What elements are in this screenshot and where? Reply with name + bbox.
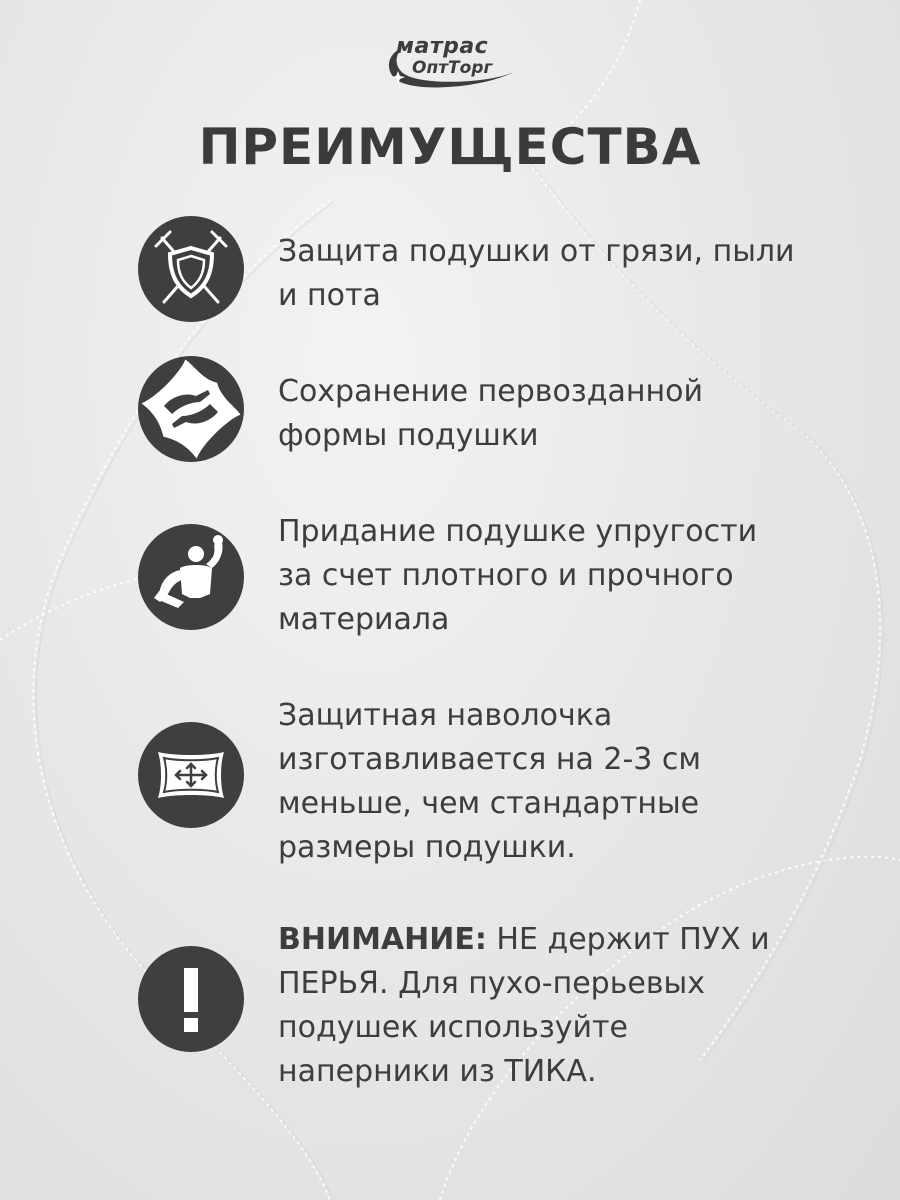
- warning-text: [278, 918, 798, 1094]
- page-title: ПРЕИМУЩЕСТВА: [198, 118, 702, 176]
- warning-body: НЕ держит ПУХ и ПЕРЬЯ. Для пухо-перьевых подушек используйте наперники из ТИКА.: [278, 922, 770, 1089]
- warning-label: ВНИМАНИЕ:: [278, 922, 487, 957]
- benefit-text: Защита подушки от грязи, пыли и пота: [278, 234, 795, 313]
- benefit-text: Сохранение первозданной формы подушки: [278, 374, 703, 453]
- benefit-icon-circle: [138, 722, 244, 828]
- warning-icon-circle: [138, 946, 244, 1052]
- brand-name-line2: ОптТорг: [412, 58, 493, 78]
- benefit-icon-circle: [138, 216, 244, 322]
- brand-name-line1: матрас: [396, 34, 489, 59]
- benefit-icon-circle: [138, 524, 244, 630]
- shield-swords-icon: [138, 216, 244, 322]
- hands-pillow-icon: [138, 356, 244, 462]
- benefit-icon-circle: [138, 356, 244, 462]
- brand-logo: [382, 34, 522, 90]
- exclamation-icon: [138, 946, 244, 1052]
- pillow-size-icon: [138, 722, 244, 828]
- benefit-text: Придание подушке упругости за счет плотного и прочного материала: [278, 514, 758, 637]
- benefit-text: Защитная наволочка изготавливается на 2-3 см меньше, чем стандартные размеры подушки.: [278, 698, 702, 865]
- strongman-icon: [138, 524, 244, 630]
